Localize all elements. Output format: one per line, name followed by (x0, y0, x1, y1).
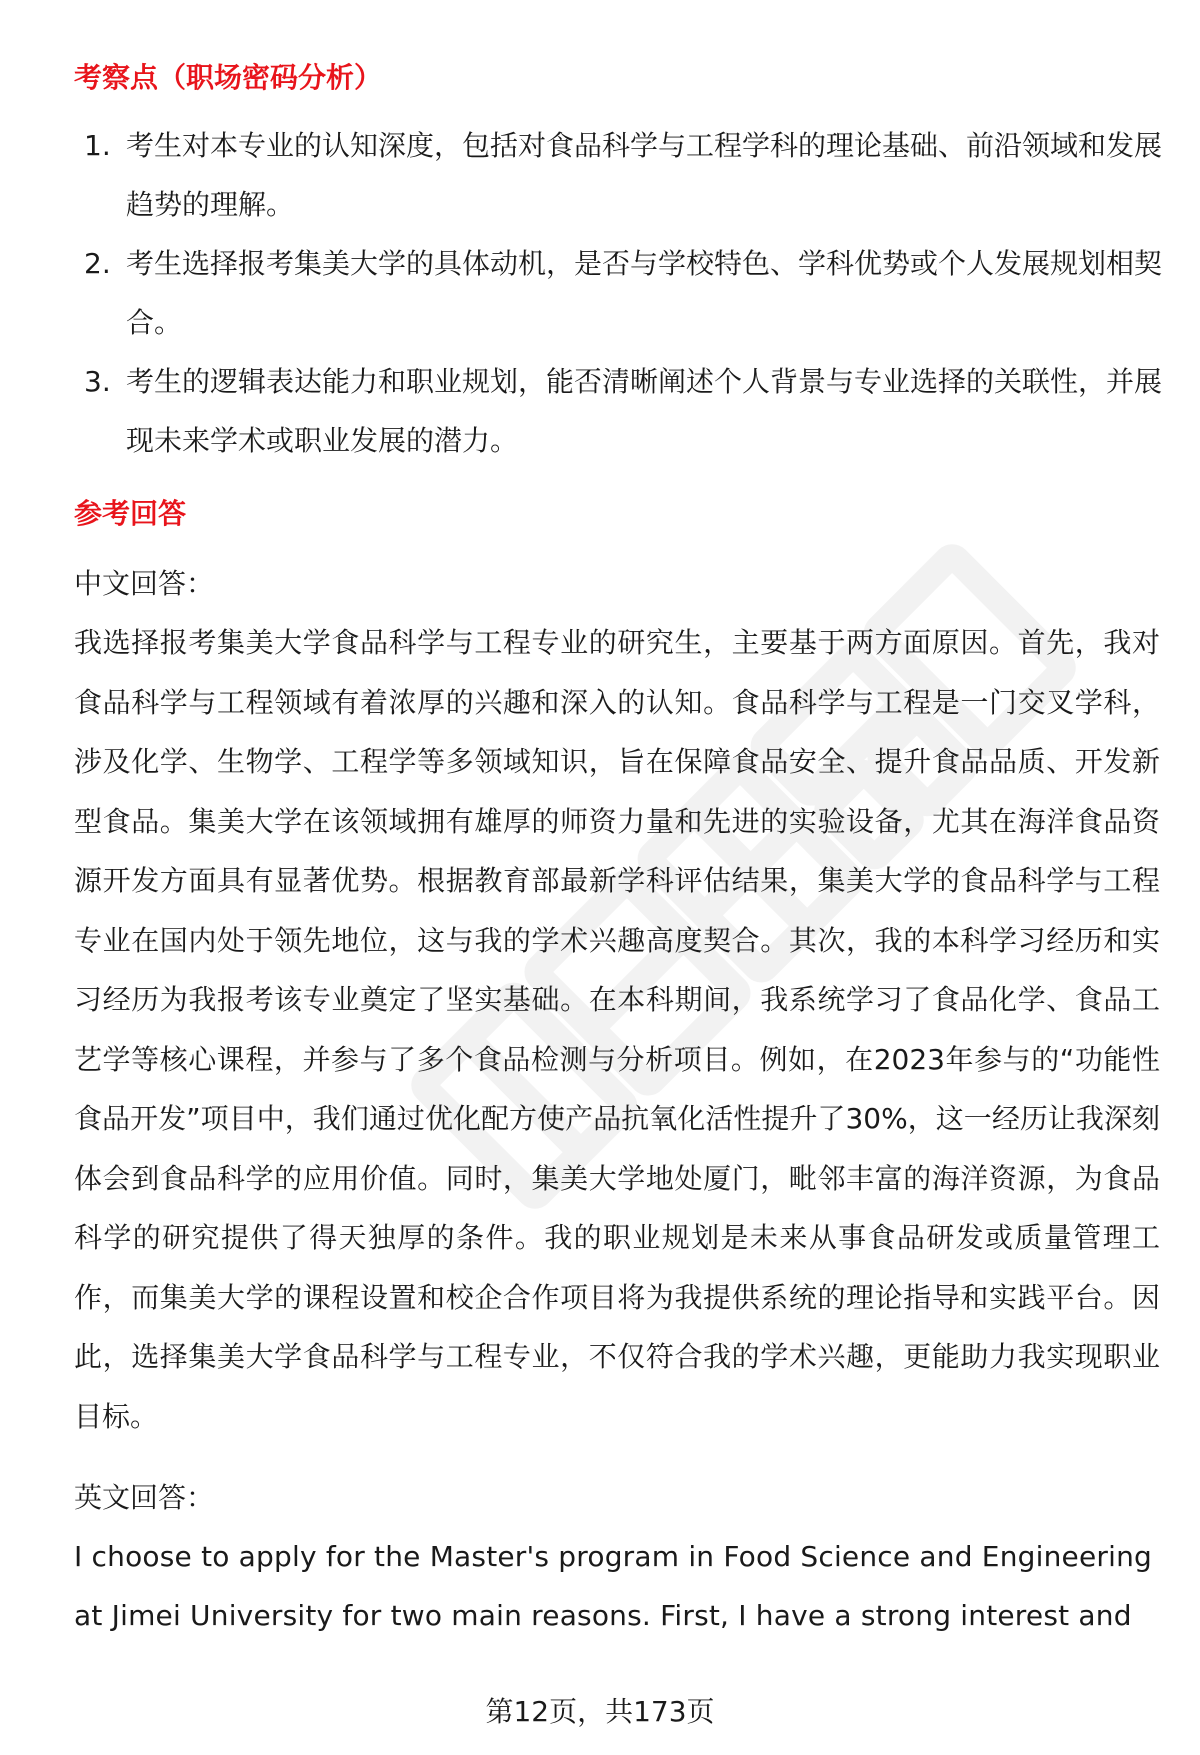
list-item-number: 3. (84, 365, 111, 398)
list-item-text: 考生的逻辑表达能力和职业规划，能否清晰阐述个人背景与专业选择的关联性，并展现未来学术或职业发展的潜力。 (126, 365, 1163, 457)
page-number-footer: 第12页，共173页 (485, 1695, 715, 1728)
chinese-answer-paragraph: 我选择报考集美大学食品科学与工程专业的研究生，主要基于两方面原因。首先，我对食品科学与工程领域有着浓厚的兴趣和深入的认知。食品科学与工程是一门交叉学科，涉及化学、生物学、工程学等多领域知识，旨在保障食品安全、提升食品品质、开发新型食品。集美大学在该领域拥有雄厚的师资力量和先进的实验设备，尤其在海洋食品资源开发方面具有显著优势。根据教育部最新学科评估结果，集美大学的食品科学与工程专业在国内处于领先地位，这与我的学术兴趣高度契合。其次，我的本科学习经历和实习经历为我报考该专业奠定了坚实基础。在本科期间，我系统学习了食品化学、食品工艺学等核心课程，并参与了多个食品检测与分析项目。例如，在2023年参与的“功能性食品开发”项目中，我们通过优化配方使产品抗氧化活性提升了30%，这一经历让我深刻体会到食品科学的应用价值。同时，集美大学地处厦门，毗邻丰富的海洋资源，为食品科学的研究提供了得天独厚的条件。我的职业规划是未来从事食品研发或质量管理工作，而集美大学的课程设置和校企合作项目将为我提供系统的理论指导和实践平台。因此，选择集美大学食品科学与工程专业，不仅符合我的学术兴趣，更能助力我实现职业目标。 (74, 626, 1160, 1433)
list-item-text: 考生对本专业的认知深度，包括对食品科学与工程学科的理论基础、前沿领域和发展趋势的理解。 (126, 129, 1163, 221)
list-item-text: 考生选择报考集美大学的具体动机，是否与学校特色、学科优势或个人发展规划相契合。 (126, 247, 1163, 339)
assessment-points-list (74, 116, 1164, 470)
list-item (74, 352, 1172, 470)
list-item (74, 234, 1172, 352)
list-item-number: 2. (84, 247, 111, 280)
chinese-answer-label: 中文回答： (74, 567, 215, 600)
section-title-reference-answer: 参考回答 (74, 497, 187, 530)
english-answer-paragraph: I choose to apply for the Master's program in Food Science and Engineering at Jimei University for two main reasons. First, I have a strong interest and (74, 1540, 1153, 1632)
list-item-number: 1. (84, 129, 111, 162)
english-answer-label: 英文回答： (74, 1481, 215, 1514)
content-area (74, 56, 1164, 1645)
list-item (74, 116, 1172, 234)
section-title-assessment: 考察点（职场密码分析） (74, 61, 383, 94)
